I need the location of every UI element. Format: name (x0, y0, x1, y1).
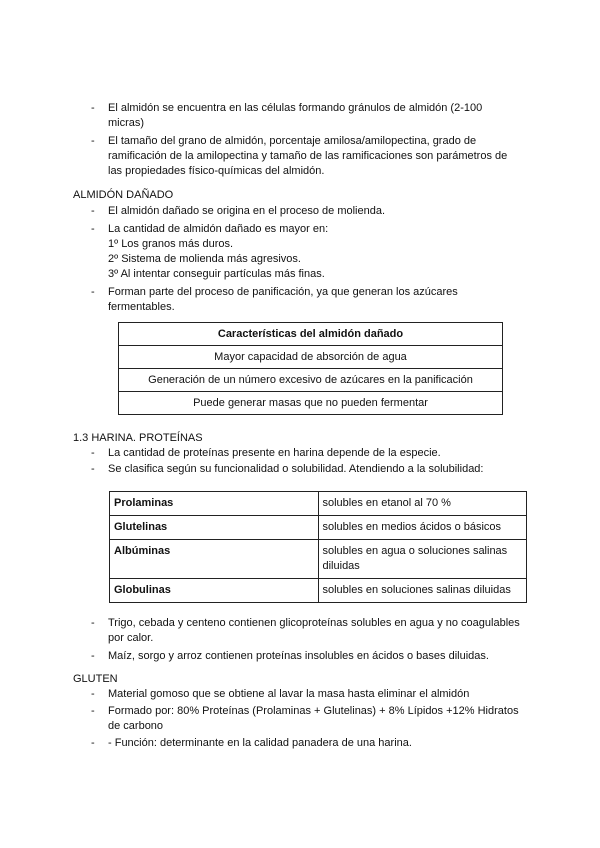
sub-item: 1º Los granos más duros. (108, 238, 234, 250)
list-item: - El tamaño del grano de almidón, porcentaje amilosa/amilopectina, grado de ramificación de la amilopectina y tamaño de las ramificaciones son parámetros de las propiedades físico-químicas del almidón. (91, 134, 521, 179)
gluten-bullets (91, 687, 521, 753)
list-item-text: La cantidad de almidón dañado es mayor en: (108, 223, 329, 235)
table-cell: Mayor capacidad de absorción de agua (119, 346, 503, 369)
table-row (110, 516, 527, 540)
protein-name: Glutelinas (110, 516, 319, 540)
list-item: - El almidón dañado se origina en el proceso de molienda. (91, 204, 521, 219)
section-title-proteins: 1.3 HARINA. PROTEÍNAS (73, 432, 203, 444)
table-row (110, 540, 527, 579)
table-cell: Generación de un número excesivo de azúcares en la panificación (119, 369, 503, 392)
cereal-bullets (91, 616, 521, 667)
list-item: - Maíz, sorgo y arroz contienen proteínas insolubles en ácidos o bases diluidas. (91, 649, 521, 664)
damaged-starch-bullets (91, 204, 521, 318)
list-item: - Se clasifica según su funcionalidad o solubilidad. Atendiendo a la solubilidad: (91, 462, 521, 477)
list-item: - - Función: determinante en la calidad panadera de una harina. (91, 736, 521, 751)
protein-name: Globulinas (110, 579, 319, 603)
starch-bullets (91, 101, 521, 182)
table-row (110, 492, 527, 516)
list-item: - El almidón se encuentra en las células formando gránulos de almidón (2-100 micras) (91, 101, 521, 131)
list-item: - Forman parte del proceso de panificación, ya que generan los azúcares fermentables. (91, 285, 521, 315)
section-title-gluten: GLUTEN (73, 673, 118, 685)
table-cell: Puede generar masas que no pueden fermentar (119, 392, 503, 415)
protein-name: Prolaminas (110, 492, 319, 516)
protein-solubility: solubles en etanol al 70 % (318, 492, 527, 516)
table-row (110, 579, 527, 603)
protein-solubility: solubles en agua o soluciones salinas diluidas (318, 540, 527, 579)
list-item: - Material gomoso que se obtiene al lavar la masa hasta eliminar el almidón (91, 687, 521, 702)
protein-bullets (91, 446, 521, 478)
protein-solubility: solubles en medios ácidos o básicos (318, 516, 527, 540)
sub-item: 2º Sistema de molienda más agresivos. (108, 253, 301, 265)
list-item: - Formado por: 80% Proteínas (Prolaminas + Glutelinas) + 8% Lípidos +12% Hidratos de carbono (91, 704, 521, 734)
protein-name: Albúminas (110, 540, 319, 579)
solubility-table (109, 491, 527, 603)
section-title-damaged-starch: ALMIDÓN DAÑADO (73, 189, 174, 201)
table-header: Características del almidón dañado (119, 323, 503, 346)
protein-solubility: solubles en soluciones salinas diluidas (318, 579, 527, 603)
list-item: - Trigo, cebada y centeno contienen glicoproteínas solubles en agua y no coagulables por calor. (91, 616, 521, 646)
list-item (91, 222, 521, 282)
damaged-starch-table (118, 322, 503, 415)
sub-item: 3º Al intentar conseguir partículas más finas. (108, 268, 325, 280)
list-item: - La cantidad de proteínas presente en harina depende de la especie. (91, 446, 521, 461)
